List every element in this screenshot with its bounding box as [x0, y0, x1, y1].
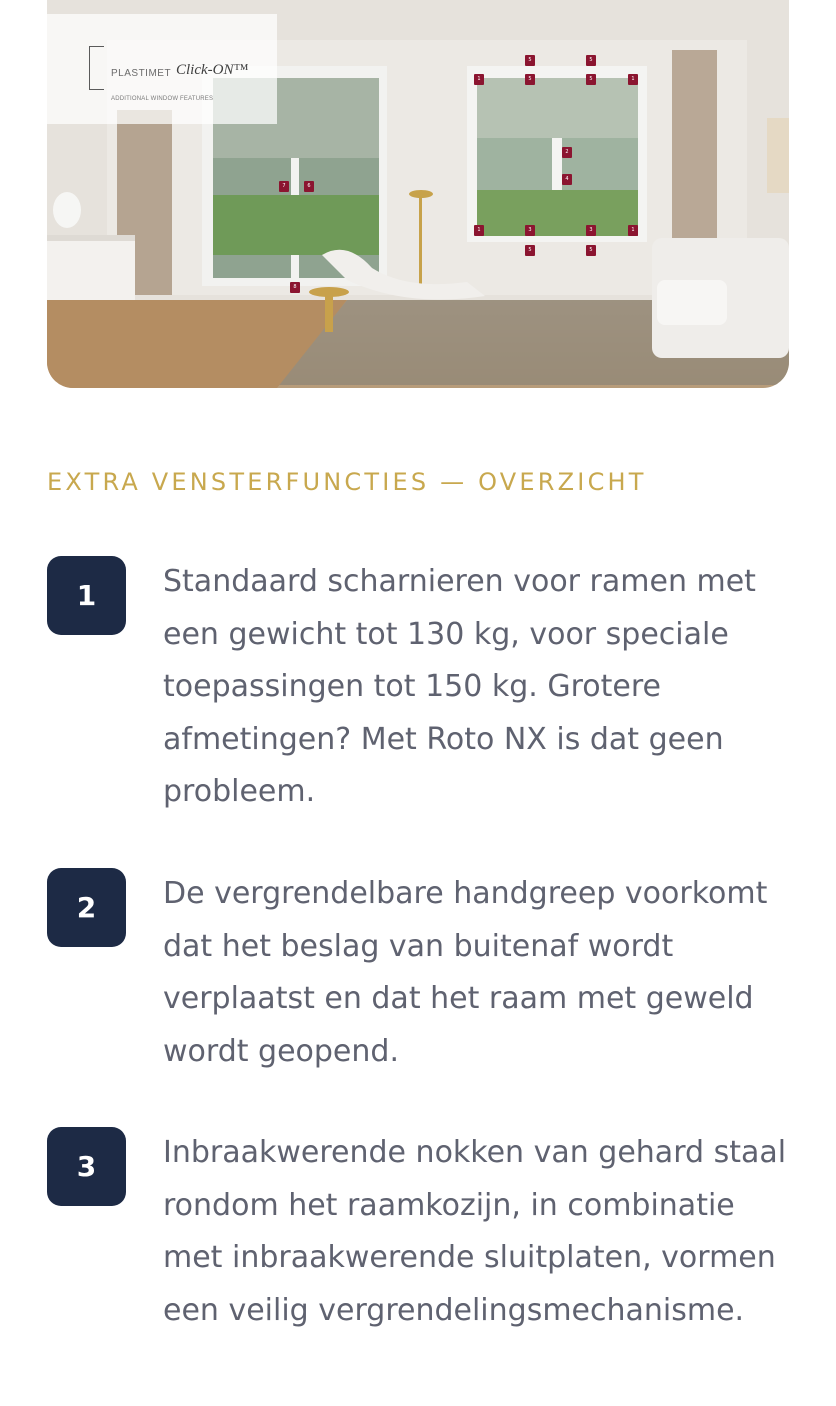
- hotspot-marker[interactable]: 8: [290, 282, 300, 293]
- hotspot-marker[interactable]: 3: [525, 225, 535, 236]
- feature-number-badge: 1: [47, 556, 126, 635]
- hotspot-marker[interactable]: 5: [525, 245, 535, 256]
- hotspot-marker[interactable]: 7: [279, 181, 289, 192]
- hotspot-marker[interactable]: 5: [525, 55, 535, 66]
- hotspot-marker[interactable]: 1: [628, 74, 638, 85]
- hotspot-marker[interactable]: 5: [586, 55, 596, 66]
- feature-description: Inbraakwerende nokken van gehard staal rondom het raamkozijn, in combinatie met inbraakwerende sluitplaten, vormen een veilig vergrendelingsmechanisme.: [163, 1135, 787, 1328]
- hotspot-marker[interactable]: 5: [525, 74, 535, 85]
- hotspot-marker[interactable]: 1: [628, 225, 638, 236]
- hotspot-marker[interactable]: 5: [586, 74, 596, 85]
- feature-description: De vergrendelbare handgreep voorkomt dat het beslag van buitenaf wordt verplaatst en dat het raam met geweld wordt geopend.: [163, 876, 768, 1069]
- brand-tagline: ADDITIONAL WINDOW FEATURES: [111, 96, 214, 102]
- hotspot-marker[interactable]: 3: [586, 225, 596, 236]
- hero-image: [47, 0, 789, 388]
- hotspot-marker[interactable]: 1: [474, 74, 484, 85]
- section-heading: EXTRA VENSTERFUNCTIES — OVERZICHT: [47, 468, 647, 496]
- hotspot-marker[interactable]: 2: [562, 147, 572, 158]
- hotspot-marker[interactable]: 5: [586, 245, 596, 256]
- brand-overlay: [47, 14, 277, 124]
- brand-product: Click-ON™: [176, 62, 249, 78]
- feature-description: Standaard scharnieren voor ramen met een gewicht tot 130 kg, voor speciale toepassingen tot 150 kg. Grotere afmetingen? Met Roto NX is dat geen probleem.: [163, 564, 756, 809]
- hotspot-marker[interactable]: 6: [304, 181, 314, 192]
- feature-number-badge: 2: [47, 868, 126, 947]
- hotspot-marker[interactable]: 1: [474, 225, 484, 236]
- brand-name: PLASTIMET: [111, 68, 172, 79]
- hotspot-marker[interactable]: 4: [562, 174, 572, 185]
- feature-number-badge: 3: [47, 1127, 126, 1206]
- brand-bracket-icon: [89, 46, 104, 90]
